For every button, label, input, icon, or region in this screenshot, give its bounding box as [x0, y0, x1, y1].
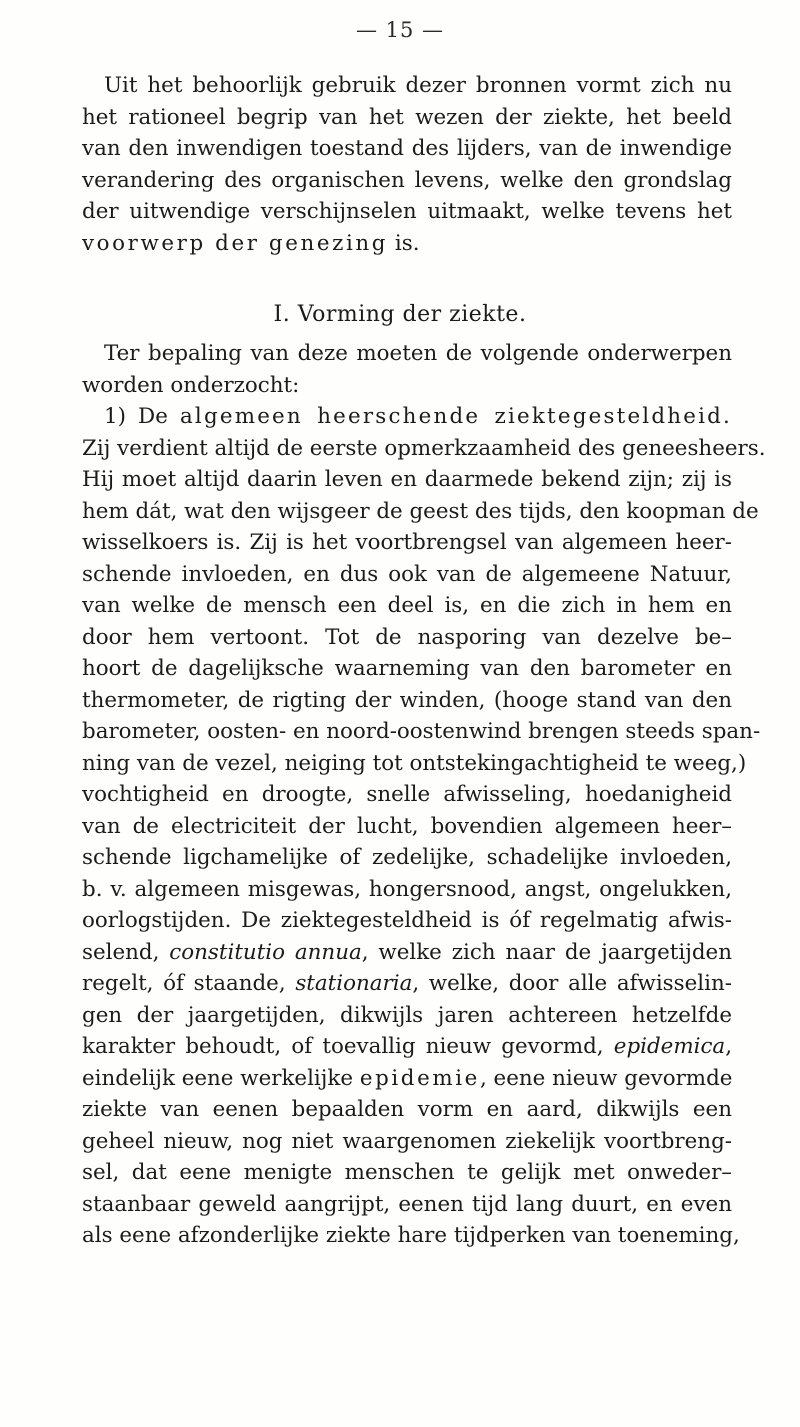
spaced-phrase: epidemie [359, 1065, 480, 1091]
text-line: Uit het behoorlijk gebruik dezer bronnen vormt zich nu [104, 73, 732, 98]
text-line: b. v. algemeen misgewas, hongersnood, angst, ongelukken, [82, 876, 732, 902]
text-line [82, 1063, 732, 1095]
text-fragment: selend, [82, 939, 170, 965]
text-line: ning van de vezel, neiging tot ontstekingachtigheid te weeg,) [82, 750, 747, 776]
text-fragment: , welke zich naar de jaargetijden [361, 939, 732, 965]
text-line: schende ligchamelijke of zedelijke, schadelijke invloeden, [82, 845, 732, 870]
text-fragment: , welke, door alle afwisselin- [412, 971, 732, 996]
text-line: hoort de dagelijksche waarneming van den barometer en [82, 656, 732, 681]
spaced-phrase: algemeen heerschende ziektegesteldheid. [179, 404, 732, 429]
text-line: worden onderzocht: [82, 372, 300, 398]
text-line: Zij verdient altijd de eerste opmerkzaamheid des geneesheers. [82, 435, 766, 461]
text-line: Ter bepaling van deze moeten de volgende onderwerpen [104, 341, 732, 366]
text-fragment: , [725, 1034, 732, 1059]
text-line: Hij moet altijd daarin leven en daarmede bekend zijn; zij is [82, 467, 732, 492]
text-line: door hem vertoont. Tot de nasporing van dezelve be– [82, 624, 732, 650]
page-number: — 15 — [355, 18, 445, 42]
text-line: staanbaar geweld aangrijpt, eenen tijd lang duurt, en even [82, 1191, 732, 1217]
body-paragraph [82, 338, 766, 1252]
text-line: ziekte van eenen bepaalden vorm en aard, dikwijls een [82, 1097, 732, 1122]
text-fragment: regelt, óf staande, [82, 971, 296, 996]
text-fragment: eindelijk eene werkelijke [82, 1065, 360, 1091]
italic-term: stationaria [295, 971, 413, 996]
text-line: schende invloeden, en dus ook van de algemeene Natuur, [82, 561, 732, 587]
text-line [82, 937, 732, 969]
text-line [82, 1031, 732, 1063]
text-line [82, 968, 732, 1000]
intro-paragraph [82, 70, 732, 259]
text-line: oorlogstijden. De ziektegesteldheid is óf regelmatig afwis- [82, 908, 732, 933]
text-line: als eene afzonderlijke ziekte hare tijdperken van toeneming, [82, 1223, 740, 1248]
text-fragment: karakter behoudt, of toevallig nieuw gevormd, [82, 1034, 614, 1059]
text-line: hem dát, wat den wijsgeer de geest des tijds, den koopman de [82, 498, 759, 524]
text-line: geheel nieuw, nog niet waargenomen ziekelijk voortbreng- [82, 1128, 732, 1154]
list-number: 1) De [104, 404, 180, 429]
text-line: wisselkoers is. Zij is het voortbrengsel van algemeen heer- [82, 530, 732, 555]
text-line: van de electriciteit der lucht, bovendien algemeen heer– [82, 813, 732, 839]
text-line [82, 401, 732, 433]
text-line: gen der jaargetijden, dikwijls jaren achtereen hetzelfde [82, 1002, 732, 1028]
text-line: verandering des organischen levens, welke den grondslag [82, 167, 732, 193]
text-line: thermometer, de rigting der winden, (hooge stand van den [82, 687, 732, 713]
spaced-phrase: voorwerp der genezing [82, 230, 389, 256]
text-line: van welke de mensch een deel is, en die zich in hem en [82, 593, 732, 618]
text-line: der uitwendige verschijnselen uitmaakt, welke tevens het [82, 199, 732, 224]
text-fragment: is. [388, 230, 420, 256]
text-line: van den inwendigen toestand des lijders, van de inwendige [82, 136, 732, 161]
text-fragment: , eene nieuw gevormde [479, 1065, 733, 1091]
text-line: barometer, oosten- en noord-oostenwind brengen steeds span- [82, 719, 761, 744]
section-heading: I. Vorming der ziekte. [273, 302, 527, 327]
text-line: het rationeel begrip van het wezen der ziekte, het beeld [82, 104, 732, 130]
italic-term: constitutio annua [169, 939, 362, 965]
italic-term: epidemica [613, 1034, 726, 1059]
text-line [82, 228, 732, 260]
text-line: vochtigheid en droogte, snelle afwisseling, hoedanigheid [82, 782, 732, 807]
text-line: sel, dat eene menigte menschen te gelijk met onweder– [82, 1160, 732, 1185]
